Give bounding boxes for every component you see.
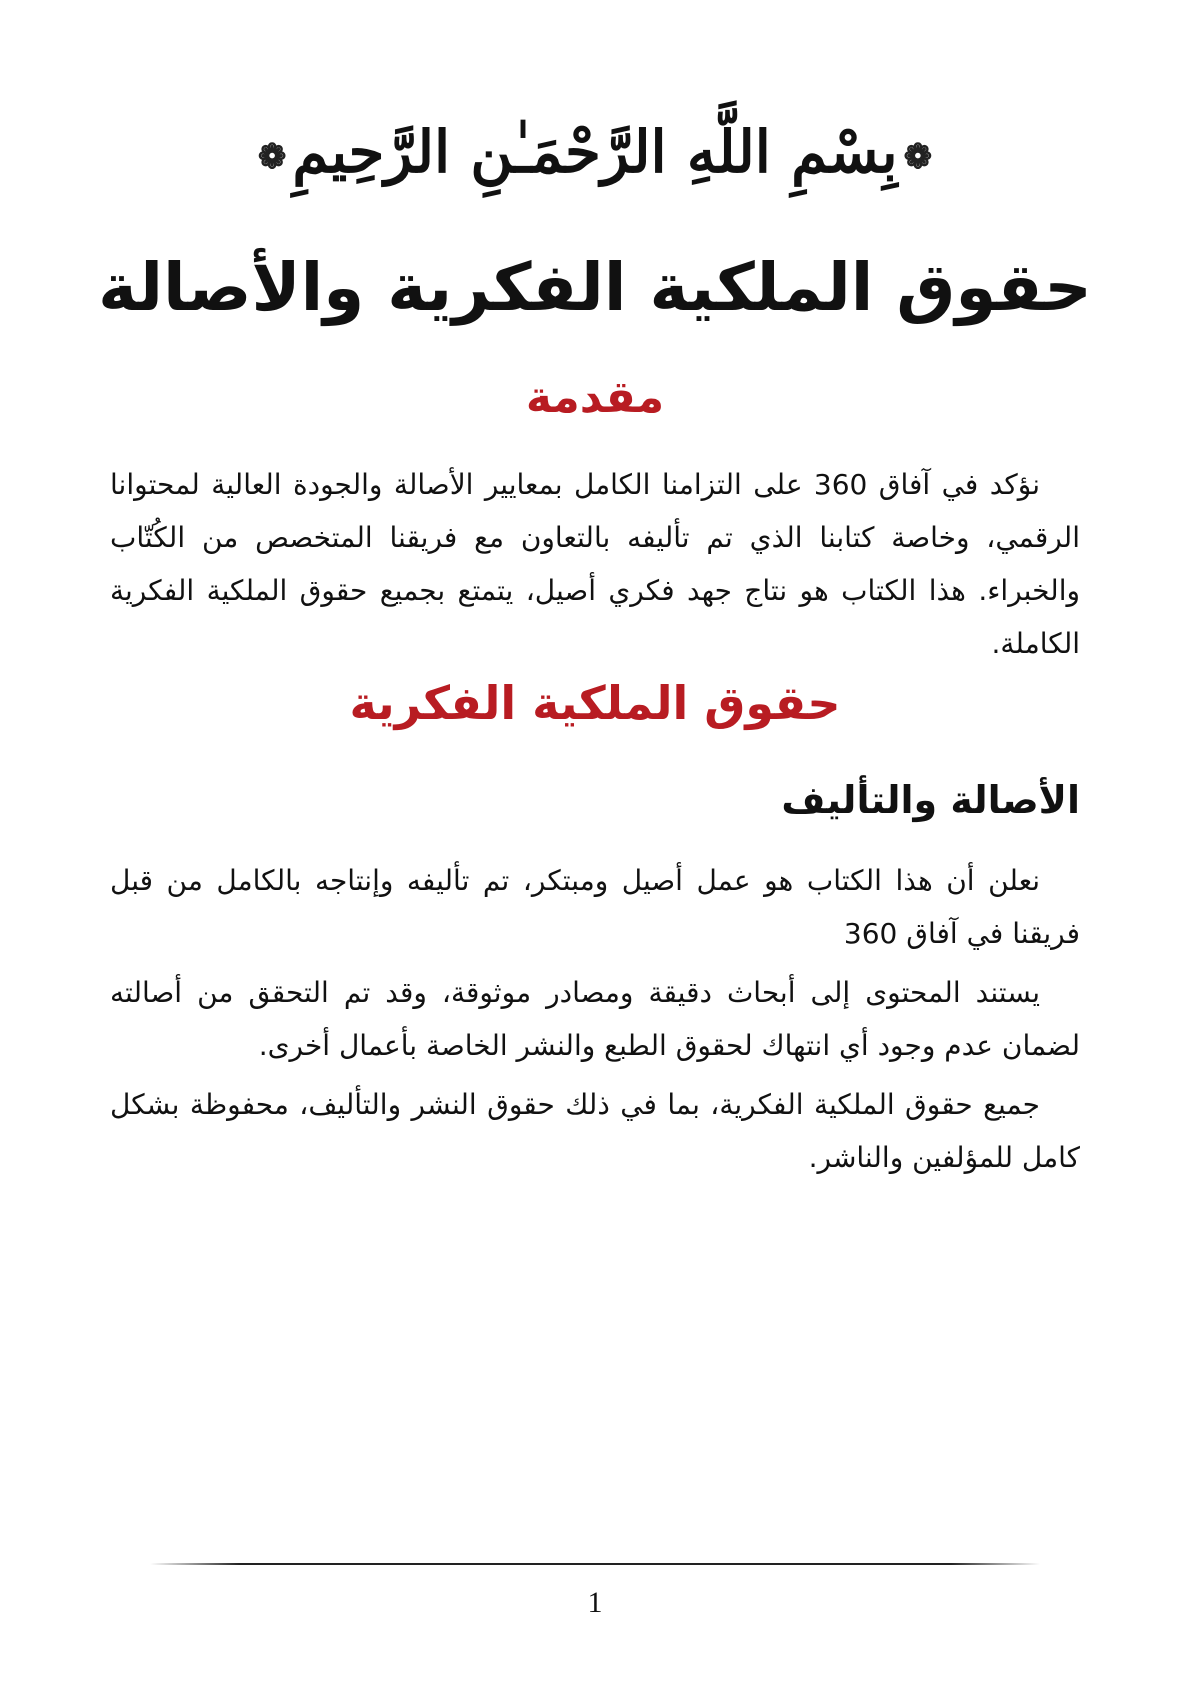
footer-divider — [150, 1563, 1040, 1565]
intro-heading: مقدمة — [525, 372, 665, 423]
basmala-text: بِسْمِ اللَّهِ الرَّحْمَـٰنِ الرَّحِيمِ — [292, 118, 898, 186]
intro-paragraph: نؤكد في آفاق 360 على التزامنا الكامل بمعايير الأصالة والجودة العالية لمحتوانا الرقمي، وخاصة كتابنا الذي تم تأليفه بالتعاون مع فريقنا المتخصص من الكُتّاب والخبراء. هذا الكتاب هو نتاج جهد فكري أصيل، يتمتع بجميع حقوق الملكية الفكرية الكاملة. — [110, 468, 1080, 660]
ornament-icon: ❁ — [903, 136, 933, 177]
basmala-heading — [0, 118, 1190, 188]
originality-subheading: الأصالة والتأليف — [781, 778, 1080, 822]
ip-paragraph-2: يستند المحتوى إلى أبحاث دقيقة ومصادر موثوقة، وقد تم التحقق من أصالته لضمان عدم وجود أي انتهاك لحقوق الطبع والنشر الخاصة بأعمال أخرى. — [110, 976, 1080, 1062]
ip-section-heading: حقوق الملكية الفكرية — [349, 676, 841, 730]
ip-paragraph-3: جميع حقوق الملكية الفكرية، بما في ذلك حقوق النشر والتأليف، محفوظة بشكل كامل للمؤلفين والناشر. — [110, 1088, 1080, 1174]
page-number: 1 — [587, 1586, 603, 1619]
page-title: حقوق الملكية الفكرية والأصالة — [98, 249, 1092, 326]
ornament-icon: ❁ — [257, 136, 287, 177]
ip-paragraph-1: نعلن أن هذا الكتاب هو عمل أصيل ومبتكر، تم تأليفه وإنتاجه بالكامل من قبل فريقنا في آفاق 360 — [110, 864, 1080, 950]
